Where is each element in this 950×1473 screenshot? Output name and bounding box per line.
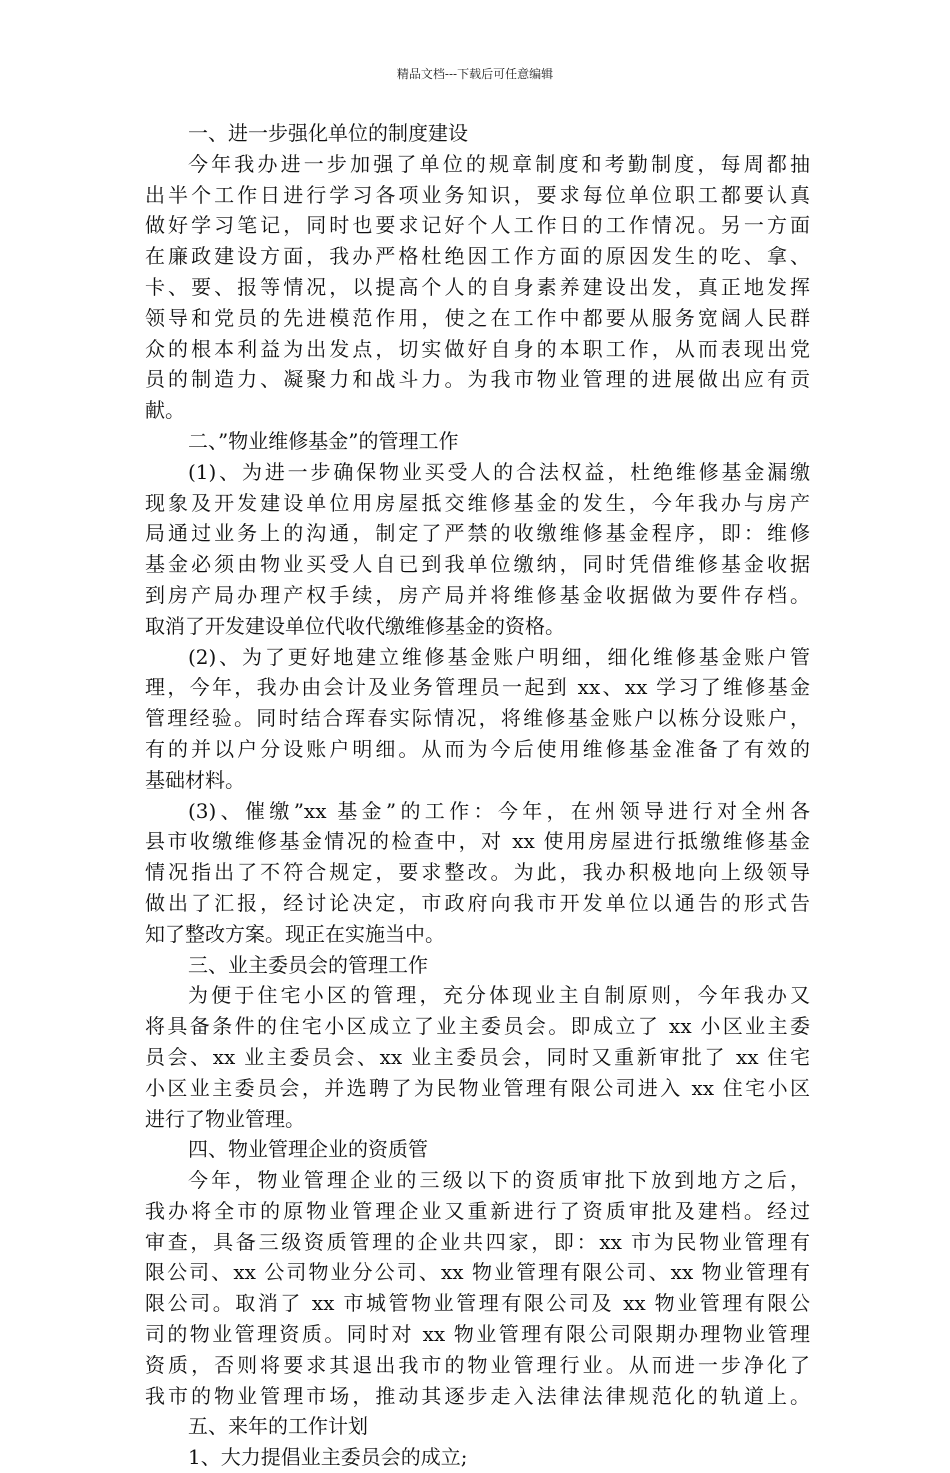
text-line: 我办将全市的原物业管理企业又重新进行了资质审批及建档。经过	[145, 1198, 810, 1223]
text-line: 做出了汇报，经讨论决定，市政府向我市开发单位以通告的形式告	[145, 890, 810, 915]
text-line: 出半个工作日进行学习各项业务知识，要求每位单位职工都要认真	[145, 182, 810, 207]
text-line: 资质，否则将要求其退出我市的物业管理行业。从而进一步净化了	[145, 1352, 810, 1377]
text-line: 到房产局办理产权手续，房产局并将维修基金收据做为要件存档。	[145, 582, 810, 607]
text-line: 现象及开发建设单位用房屋抵交维修基金的发生，今年我办与房产	[145, 490, 810, 515]
text-line: 限公司、xx 公司物业分公司、xx 物业管理有限公司、xx 物业管理有	[145, 1260, 810, 1285]
text-line: 卡、要、报等情况，以提高个人的自身素养建设出发，真正地发挥	[145, 274, 810, 299]
text-line: 五、来年的工作计划	[188, 1414, 368, 1439]
text-line: 基础材料。	[145, 767, 245, 792]
text-line: 基金必须由物业买受人自已到我单位缴纳，同时凭借维修基金收据	[145, 552, 810, 577]
text-line: (3)、催缴”xx 基金”的工作：今年，在州领导进行对全州各	[188, 798, 810, 823]
text-line: 小区业主委员会，并选聘了为民物业管理有限公司进入 xx 住宅小区	[145, 1075, 810, 1100]
text-line: 县市收缴维修基金情况的检查中，对 xx 使用房屋进行抵缴维修基金	[145, 829, 810, 854]
text-line: (1)、为进一步确保物业买受人的合法权益，杜绝维修基金漏缴	[188, 459, 810, 484]
text-line: 将具备条件的住宅小区成立了业主委员会。即成立了 xx 小区业主委	[145, 1014, 810, 1039]
text-line: (2)、为了更好地建立维修基金账户明细，细化维修基金账户管	[188, 644, 810, 669]
text-line: 今年，物业管理企业的三级以下的资质审批下放到地方之后，	[188, 1168, 810, 1193]
text-line: 有的并以户分设账户明细。从而为今后使用维修基金准备了有效的	[145, 736, 810, 761]
text-line: 在廉政建设方面，我办严格杜绝因工作方面的原因发生的吃、拿、	[145, 244, 810, 269]
text-line: 理，今年，我办由会计及业务管理员一起到 xx、xx 学习了维修基金	[145, 675, 810, 700]
text-line: 一、进一步强化单位的制度建设	[188, 121, 468, 145]
text-line: 限公司。取消了 xx 市城管物业管理有限公司及 xx 物业管理有限公	[145, 1291, 810, 1316]
text-line: 献。	[145, 398, 185, 423]
text-line: 三、业主委员会的管理工作	[188, 952, 428, 977]
document-body	[145, 118, 810, 1473]
text-line: 情况指出了不符合规定，要求整改。为此，我办积极地向上级领导	[145, 860, 810, 885]
text-line: 审查，具备三级资质管理的企业共四家，即：xx 市为民物业管理有	[145, 1229, 810, 1254]
page-header: 精品文档---下载后可任意编辑	[396, 67, 554, 81]
text-line: 为便于住宅小区的管理，充分体现业主自制原则，今年我办又	[188, 983, 810, 1008]
text-line: 做好学习笔记，同时也要求记好个人工作日的工作情况。另一方面	[145, 213, 810, 238]
text-line: 今年我办进一步加强了单位的规章制度和考勤制度，每周都抽	[188, 151, 810, 176]
text-line: 进行了物业管理。	[145, 1106, 305, 1131]
text-line: 我市的物业管理市场，推动其逐步走入法律法律规范化的轨道上。	[145, 1383, 810, 1408]
text-line: 四、物业管理企业的资质管	[188, 1137, 428, 1162]
text-line: 员会、xx 业主委员会、xx 业主委员会，同时又重新审批了 xx 住宅	[145, 1044, 810, 1069]
text-line: 取消了开发建设单位代收代缴维修基金的资格。	[145, 613, 565, 638]
text-line: 知了整改方案。现正在实施当中。	[145, 921, 445, 946]
text-line: 二、”物业维修基金”的管理工作	[188, 428, 459, 453]
text-line: 管理经验。同时结合珲春实际情况，将维修基金账户以栋分设账户，	[145, 706, 810, 731]
text-line: 众的根本利益为出发点，切实做好自身的本职工作，从而表现出党	[145, 336, 810, 361]
text-line: 1、大力提倡业主委员会的成立;	[188, 1445, 468, 1470]
text-line: 员的制造力、凝聚力和战斗力。为我市物业管理的进展做出应有贡	[145, 367, 810, 392]
text-line: 司的物业管理资质。同时对 xx 物业管理有限公司限期办理物业管理	[145, 1322, 810, 1347]
text-line: 局通过业务上的沟通，制定了严禁的收缴维修基金程序，即：维修	[145, 521, 810, 546]
text-line: 领导和党员的先进模范作用，使之在工作中都要从服务宽阔人民群	[145, 305, 810, 330]
